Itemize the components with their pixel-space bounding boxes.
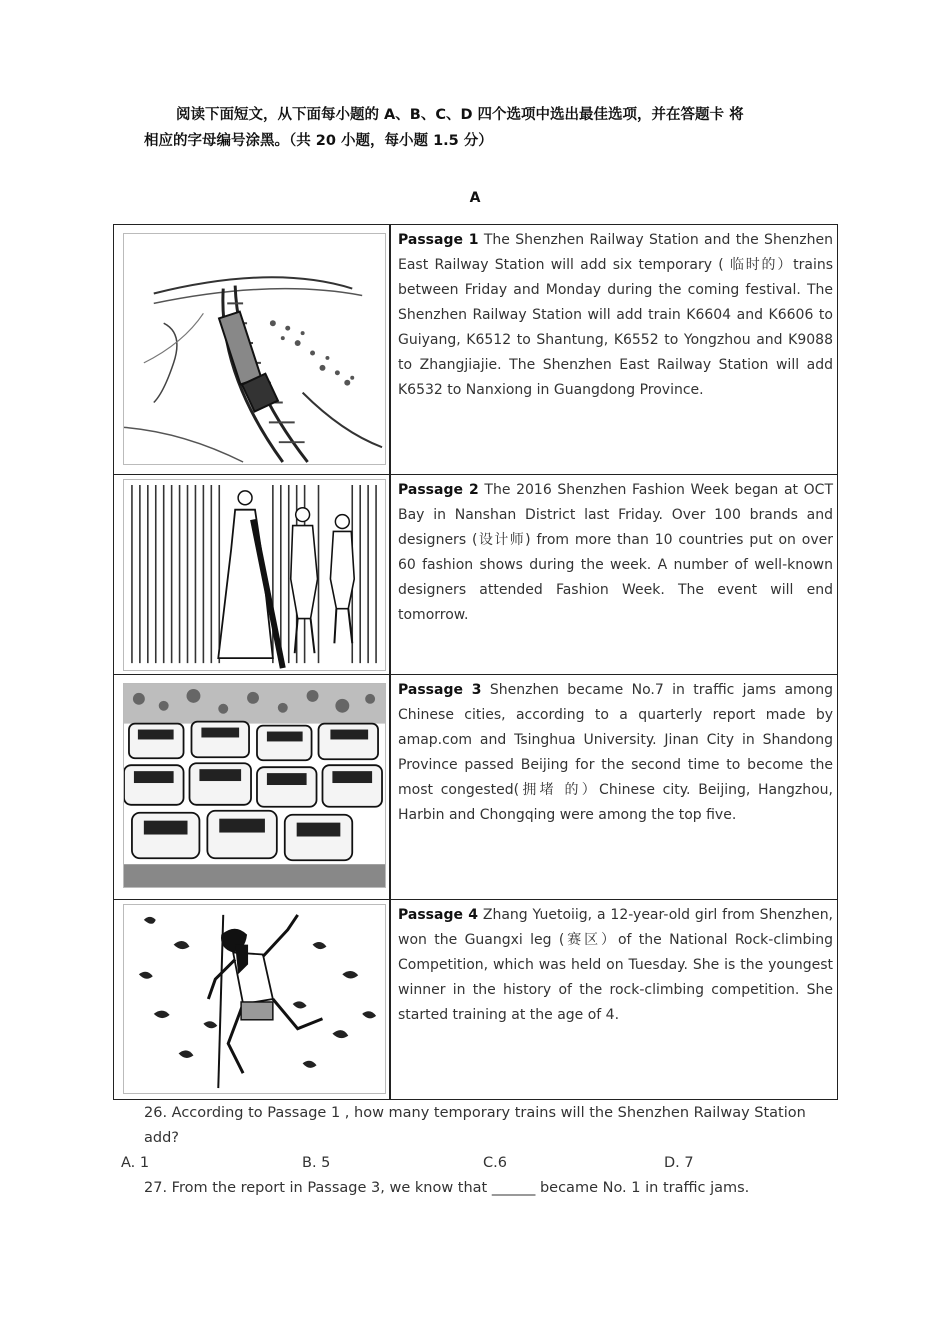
question-26-option-c: C.6 <box>483 1155 507 1171</box>
image-cell <box>114 475 391 674</box>
passage-label: Passage 1 <box>398 232 479 248</box>
passage-body: Shenzhen became No.7 in traffic jams among Chinese cities, according to a quarterly report made by amap.com and Tsinghua University. Jinan City in Shandong Province passed Beijing for the second time to become the most congested(拥堵 的）Chinese city. Beijing, Hangzhou, Harbin and Chongqing were among the top five. <box>398 682 833 823</box>
passage-text <box>398 678 833 828</box>
section-label: A <box>469 190 481 206</box>
passage-label: Passage 2 <box>398 482 479 498</box>
passage-row-3 <box>114 675 837 900</box>
passage-body: The 2016 Shenzhen Fashion Week began at OCT Bay in Nanshan District last Friday. Over 100 brands and designers (设计师) from more than 10 countries put on over 60 fashion shows during the week. A number of well-known designers attended Fashion Week. The event will end tomorrow. <box>398 482 833 623</box>
passages-table <box>113 224 838 1100</box>
traffic-jam-illustration-icon <box>123 683 386 888</box>
image-cell <box>114 900 391 1099</box>
question-26-option-a: A. 1 <box>121 1155 150 1171</box>
passage-body: The Shenzhen Railway Station and the Shenzhen East Railway Station will add six temporary ( 临时的）trains between Friday and Monday during the coming festival. The Shenzhen Railway Station will add train K6604 and K6606 to Guiyang, K6512 to Shantung, K6552 to Yongzhou and K9088 to Zhangjiajie. The Shenzhen East Railway Station will add K6532 to Nanxiong in Guangdong Province. <box>398 232 834 398</box>
question-26-stem-line-1: 26. According to Passage 1 , how many temporary trains will the Shenzhen Railway Station <box>144 1105 806 1121</box>
passage-text <box>398 903 833 1028</box>
instructions <box>144 102 824 154</box>
passage-row-4 <box>114 900 837 1099</box>
passage-text <box>398 228 833 403</box>
image-cell <box>114 675 391 899</box>
railway-train-illustration-icon <box>123 233 386 465</box>
fashion-models-illustration-icon <box>123 479 386 671</box>
passage-text <box>398 478 833 628</box>
image-cell <box>114 225 391 474</box>
passage-label: Passage 3 <box>398 682 482 698</box>
passage-body: Zhang Yuetoiig, a 12-year-old girl from Shenzhen, won the Guangxi leg (赛区）of the National Rock-climbing Competition, which was held on Tuesday. She is the youngest winner in the history of the rock-climbing competition. She started training at the age of 4. <box>398 907 834 1023</box>
passage-label: Passage 4 <box>398 907 478 923</box>
instructions-line-2: 相应的字母编号涂黑。（共 20 小题，每小题 1.5 分） <box>144 133 493 149</box>
passage-row-1 <box>114 225 837 475</box>
question-27-stem: 27. From the report in Passage 3, we know that ______ became No. 1 in traffic jams. <box>144 1180 750 1196</box>
rock-climber-illustration-icon <box>123 904 386 1094</box>
passage-row-2 <box>114 475 837 675</box>
instructions-line-1: 阅读下面短文，从下面每小题的 A、B、C、D 四个选项中选出最佳选项，并在答题卡 将 <box>176 107 744 123</box>
question-26-option-b: B. 5 <box>302 1155 331 1171</box>
question-26-stem-line-2: add? <box>144 1130 179 1146</box>
question-26-option-d: D. 7 <box>664 1155 694 1171</box>
